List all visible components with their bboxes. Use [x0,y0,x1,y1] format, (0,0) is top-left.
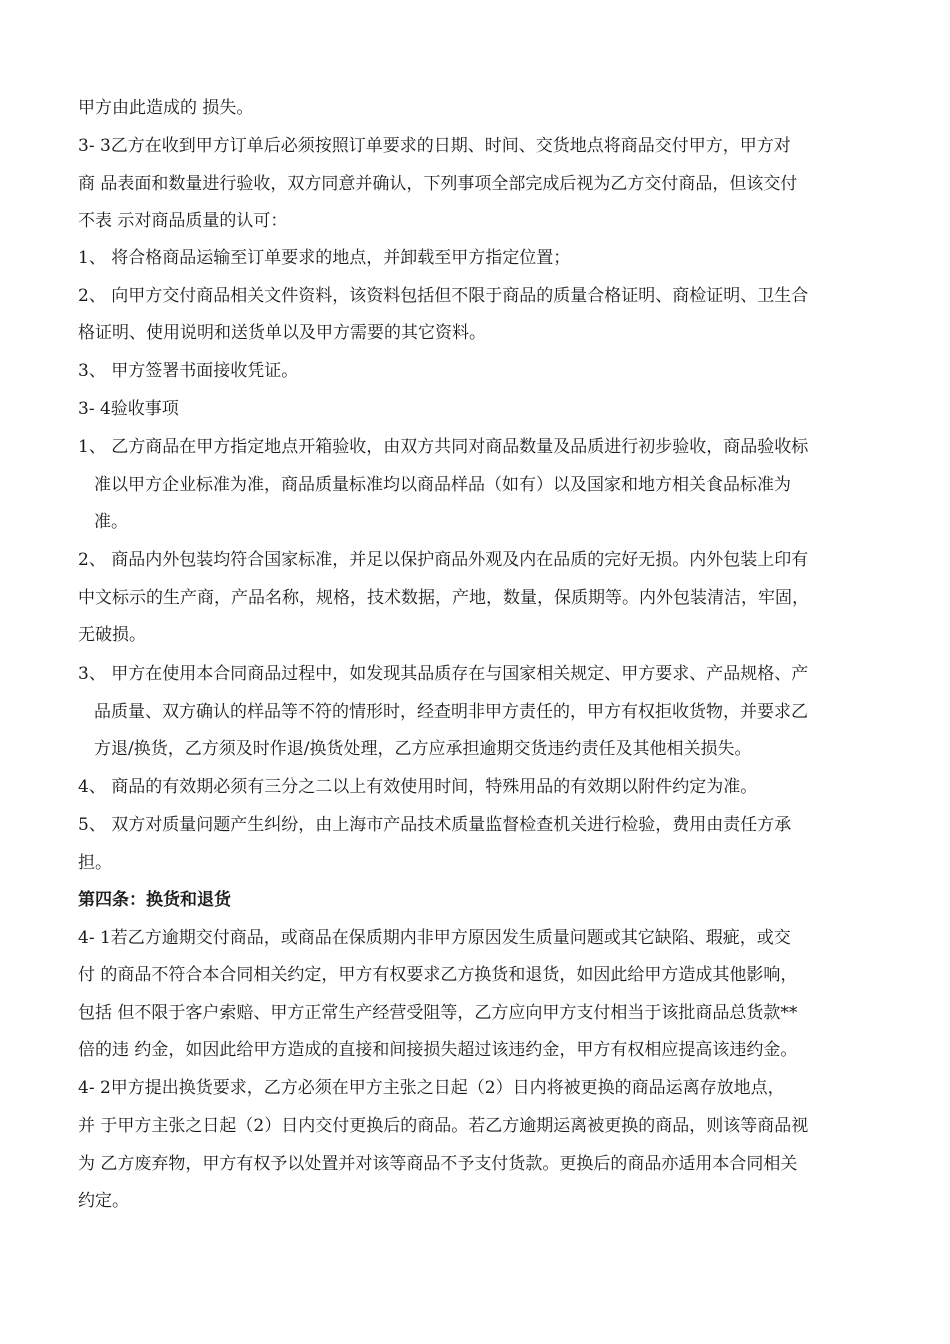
text-line: 约定。 [78,1191,129,1211]
list-item-1: 1、 将合格商品运输至订单要求的地点，并卸载至甲方指定位置； [78,248,571,268]
text-line: 甲方由此造成的 损失。 [78,98,254,118]
text-line: 担。 [78,853,112,873]
text-line: 为 乙方废弃物，甲方有权予以处置并对该等商品不予支付货款。更换后的商品亦适用本合同相关 [78,1154,798,1174]
list-item-2: 2、 商品内外包装均符合国家标准，并足以保护商品外观及内在品质的完好无损。内外包装上印有 [78,550,809,570]
clause-3-3-line: 3- 3乙方在收到甲方订单后必须按照订单要求的日期、时间、交货地点将商品交付甲方，甲方对 [78,136,791,156]
text-line: 准以甲方企业标准为准，商品质量标准均以商品样品（如有）以及国家和地方相关食品标准为 [94,475,791,495]
list-item-1: 1、 乙方商品在甲方指定地点开箱验收，由双方共同对商品数量及品质进行初步验收，商品验收标 [78,437,809,457]
text-line: 并 于甲方主张之日起（2）日内交付更换后的商品。若乙方逾期运离被更换的商品，则该等商品视 [78,1116,809,1136]
text-line: 无破损。 [78,625,146,645]
list-item-5: 5、 双方对质量问题产生纠纷，由上海市产品技术质量监督检查机关进行检验，费用由责任方承 [78,815,792,835]
clause-3-4-heading: 3- 4验收事项 [78,399,179,419]
list-item-4: 4、 商品的有效期必须有三分之二以上有效使用时间，特殊用品的有效期以附件约定为准。 [78,777,758,797]
text-line: 准。 [94,512,128,532]
article-4-heading: 第四条：换货和退货 [78,890,231,910]
clause-4-2-line: 4- 2甲方提出换货要求，乙方必须在甲方主张之日起（2）日内将被更换的商品运离存放地点， [78,1078,785,1098]
text-line: 中文标示的生产商，产品名称，规格，技术数据，产地，数量，保质期等。内外包装清洁，牢固， [78,588,809,608]
text-line: 付 的商品不符合本合同相关约定，甲方有权要求乙方换货和退货，如因此给甲方造成其他影响， [78,965,798,985]
text-line: 商 品表面和数量进行验收，双方同意并确认，下列事项全部完成后视为乙方交付商品，但该交付 [78,174,798,194]
text-line: 不表 示对商品质量的认可： [78,211,288,231]
text-line: 格证明、使用说明和送货单以及甲方需要的其它资料。 [78,323,486,343]
text-line: 包括 但不限于客户索赔、甲方正常生产经营受阻等，乙方应向甲方支付相当于该批商品总货款** [78,1003,798,1023]
list-item-2: 2、 向甲方交付商品相关文件资料，该资料包括但不限于商品的质量合格证明、商检证明、卫生合 [78,286,809,306]
list-item-3: 3、 甲方在使用本合同商品过程中，如发现其品质存在与国家相关规定、甲方要求、产品规格、产 [78,664,809,684]
text-line: 倍的违 约金，如因此给甲方造成的直接和间接损失超过该违约金，甲方有权相应提高该违约金。 [78,1040,798,1060]
list-item-3: 3、 甲方签署书面接收凭证。 [78,361,299,381]
clause-4-1-line: 4- 1若乙方逾期交付商品，或商品在保质期内非甲方原因发生质量问题或其它缺陷、瑕疵，或交 [78,928,791,948]
text-line: 方退/换货，乙方须及时作退/换货处理，乙方应承担逾期交货违约责任及其他相关损失。 [94,739,752,759]
text-line: 品质量、双方确认的样品等不符的情形时，经查明非甲方责任的，甲方有权拒收货物，并要求乙 [94,702,808,722]
